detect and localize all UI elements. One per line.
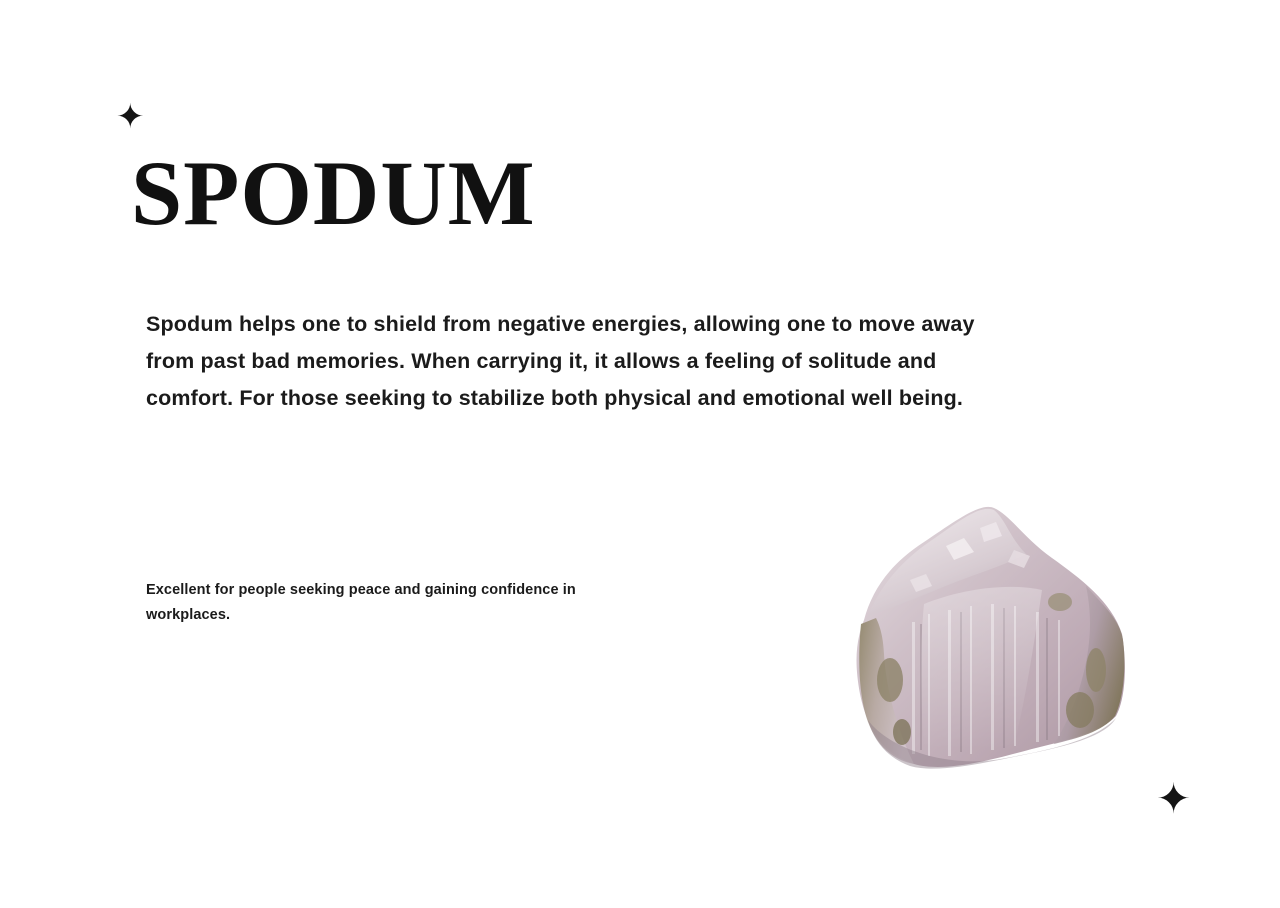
- sparkle-icon: ✦: [1156, 775, 1192, 822]
- sparkle-icon: ✦: [116, 98, 145, 136]
- lead-paragraph: Spodum helps one to shield from negative energies, allowing one to move away from past bad memories. When carrying it, it allows a feeling of solitude and comfort. For those seeking to stabilize both physical and emotional well being.: [146, 312, 975, 410]
- crystal-image: [828, 494, 1136, 774]
- secondary-note: Excellent for people seeking peace and gaining confidence in workplaces.: [146, 582, 576, 623]
- page-title: SPODUM: [131, 142, 536, 244]
